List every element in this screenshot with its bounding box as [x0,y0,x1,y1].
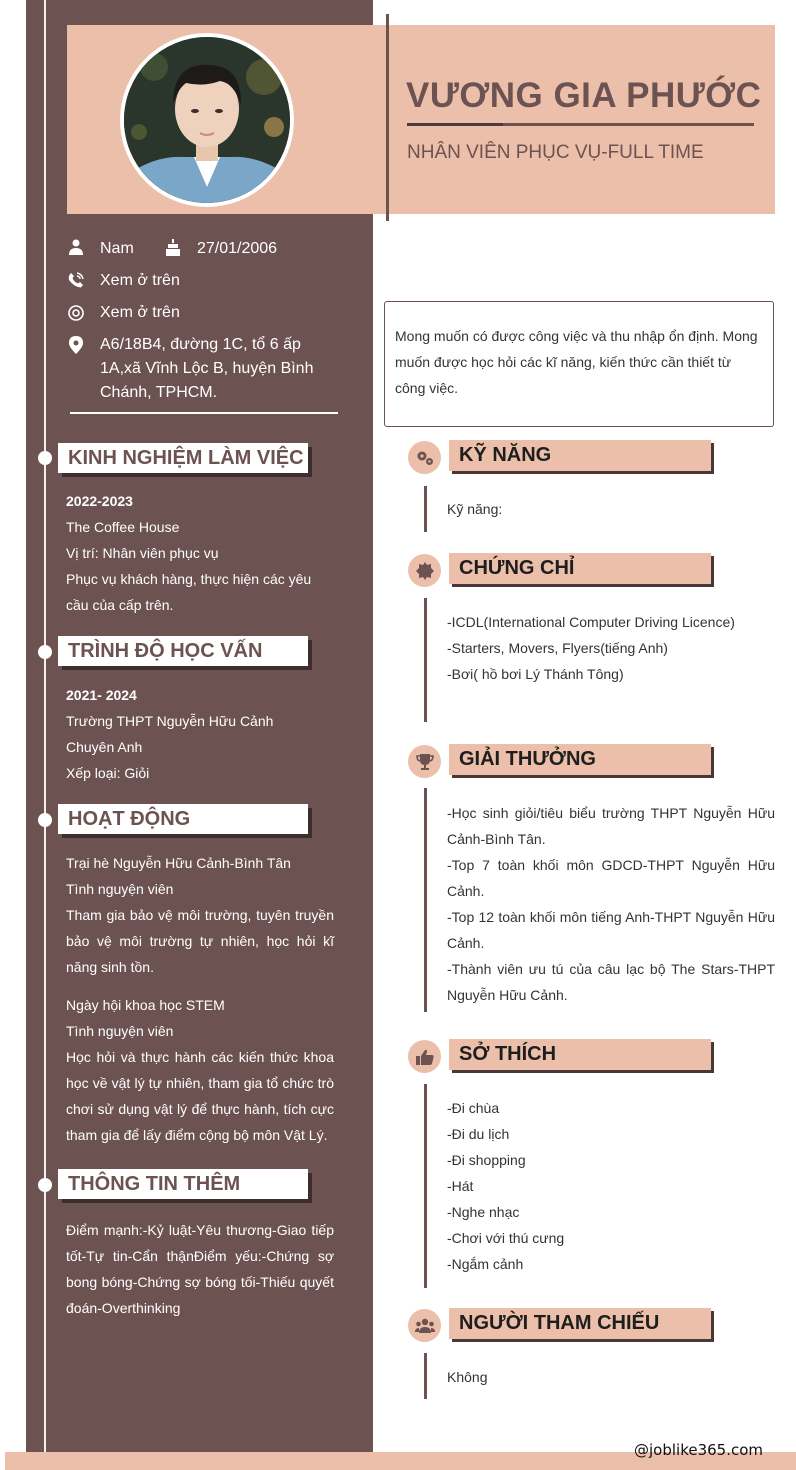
additional-heading: THÔNG TIN THÊM [58,1169,308,1199]
award-item: -Top 12 toàn khối môn tiếng Anh-THPT Nguyễn Hữu Cảnh. [447,909,775,951]
experience-heading: KINH NGHIỆM LÀM VIỆC [58,443,308,473]
experience-position: Vị trí: Nhân viên phục vụ [66,545,219,561]
award-item: -Top 7 toàn khối môn GDCD-THPT Nguyễn Hữu Cảnh. [447,857,775,899]
certificates-heading: CHỨNG CHỈ [449,553,711,584]
education-heading: TRÌNH ĐỘ HỌC VẤN [58,636,308,666]
hobby-item: -Ngắm cảnh [447,1256,524,1272]
activity-role: Tình nguyện viên [66,1023,174,1039]
hobbies-heading: SỞ THÍCH [449,1039,711,1070]
phone-icon [68,271,84,289]
hobbies-list [447,1095,775,1277]
section-bar [424,486,427,532]
phone-text: Xem ở trên [100,272,180,289]
name-underline-accent [407,123,503,126]
address-line: Chánh, TPHCM. [100,384,218,401]
trophy-icon [408,745,441,778]
activity-name: Trại hè Nguyễn Hữu Cảnh-Bình Tân [66,855,291,871]
experience-period: 2022-2023 [66,493,133,509]
certificate-item: -ICDL(International Computer Driving Licence) [447,614,735,630]
address-line: A6/18B4, đường 1C, tổ 6 ấp [100,336,301,353]
award-item: -Thành viên ưu tú của câu lạc bộ The Stars-THPT Nguyễn Hữu Cảnh. [447,961,775,1003]
contact-divider [70,412,338,414]
reference-item: Không [447,1369,488,1385]
timeline-dot [38,451,52,465]
award-item: -Học sinh giỏi/tiêu biểu trường THPT Nguyễn Hữu Cảnh-Bình Tân. [447,805,775,847]
certificate-item: -Bơi( hồ bơi Lý Thánh Tông) [447,666,624,682]
section-bar [424,1084,427,1288]
certificate-item: -Starters, Movers, Flyers(tiếng Anh) [447,640,668,656]
activity-item [66,992,334,1148]
candidate-name: VƯƠNG GIA PHƯỚC [406,76,762,115]
hobby-item: -Hát [447,1178,474,1194]
skill-item: Kỹ năng: [447,501,503,517]
timeline-dot [38,645,52,659]
activities-heading: HOẠT ĐỘNG [58,804,308,834]
hobby-item: -Chơi với thú cưng [447,1230,565,1246]
hobby-item: -Đi shopping [447,1152,526,1168]
education-grade: Xếp loại: Giỏi [66,765,150,781]
experience-block [66,488,334,618]
awards-list [447,800,775,1008]
sidebar-timeline-line [44,0,46,1470]
address-line: 1A,xã Vĩnh Lộc B, huyện Bình [100,360,314,377]
gears-icon [408,441,441,474]
skills-heading: KỸ NĂNG [449,440,711,471]
address-block [100,333,340,405]
section-bar [424,598,427,722]
skills-list [447,496,775,522]
activity-role: Tình nguyện viên [66,881,174,897]
section-bar [424,788,427,1012]
awards-heading: GIẢI THƯỞNG [449,744,711,775]
activity-name: Ngày hội khoa học STEM [66,997,225,1013]
education-school: Trường THPT Nguyễn Hữu Cảnh [66,713,274,729]
activity-item [66,850,334,980]
cake-icon [165,238,181,256]
avatar [120,33,294,207]
location-icon [68,336,84,354]
badge-icon [408,554,441,587]
references-list [447,1364,775,1390]
thumbs-up-icon [408,1040,441,1073]
additional-text: Điểm mạnh:-Kỷ luật-Yêu thương-Giao tiếp tốt-Tự tin-Cẩn thậnĐiểm yếu:-Chứng sợ bong bóng-Chứng sợ bóng tối-Thiếu quyết đoán-Overthinking [66,1222,334,1316]
activity-description: Học hỏi và thực hành các kiến thức khoa học về vật lý tự nhiên, tham gia tổ chức trò chơi sử dụng vật lý để thực hành, tích cực tham gia để lấy điểm cộng bộ môn Vật Lý. [66,1049,334,1143]
gender-text: Nam [100,240,134,257]
birthday-text: 27/01/2006 [197,240,278,257]
section-bar [424,1353,427,1399]
footer-watermark: @joblike365.com [634,1441,764,1459]
certificates-list [447,609,775,687]
experience-company: The Coffee House [66,519,180,535]
career-objective: Mong muốn có được công việc và thu nhập ổn định. Mong muốn được học hỏi các kĩ năng, kiến thức cần thiết từ công việc. [384,301,774,427]
timeline-dot [38,813,52,827]
education-period: 2021- 2024 [66,687,137,703]
education-major: Chuyên Anh [66,739,143,755]
hobby-item: -Nghe nhạc [447,1204,520,1220]
email-text: Xem ở trên [100,304,180,321]
timeline-dot [38,1178,52,1192]
users-icon [408,1309,441,1342]
education-block [66,682,334,786]
hobby-item: -Đi du lịch [447,1126,510,1142]
header-divider [386,14,389,221]
user-icon [68,238,84,256]
activity-description: Tham gia bảo vệ môi trường, tuyên truyền bảo vệ môi trường tự nhiên, học hỏi kĩ năng sinh tồn. [66,907,334,975]
experience-description: Phục vụ khách hàng, thực hiện các yêu cầu của cấp trên. [66,571,312,613]
references-heading: NGƯỜI THAM CHIẾU [449,1308,711,1339]
hobby-item: -Đi chùa [447,1100,500,1116]
job-title: NHÂN VIÊN PHỤC VỤ-FULL TIME [407,142,704,163]
at-icon [68,304,84,322]
